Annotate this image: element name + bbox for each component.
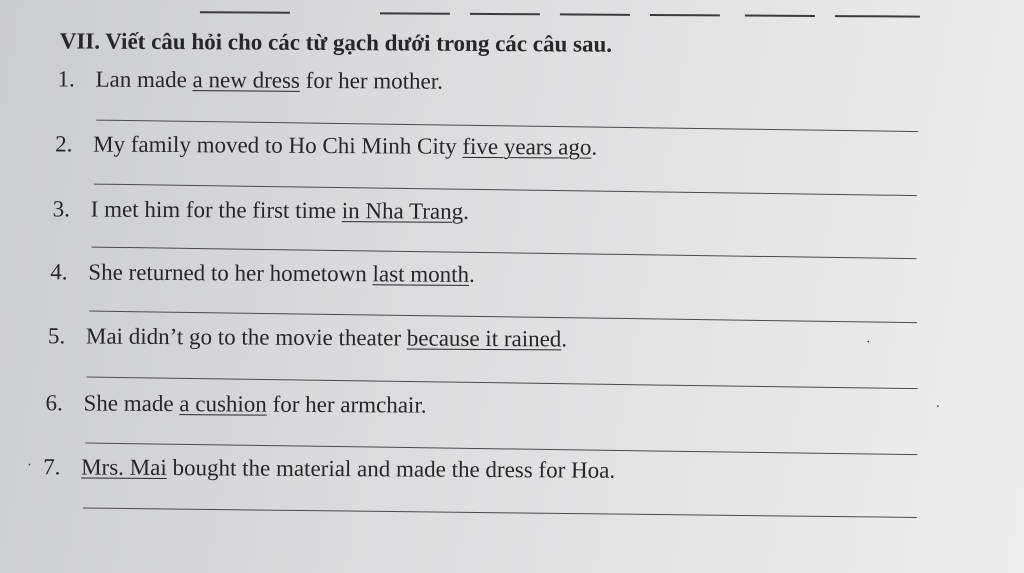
sentence-text: Mai didn’t go to the movie theater — [85, 323, 407, 351]
item-number: 4. — [50, 259, 68, 285]
question-item-2 — [55, 131, 597, 160]
underlined-phrase: five years ago — [462, 133, 592, 160]
sentence-text: She returned to her hometown — [88, 259, 373, 287]
sentence-text: . — [463, 198, 469, 224]
question-item-5 — [48, 323, 567, 352]
paper-speck: · — [935, 399, 941, 415]
underlined-phrase: a cushion — [179, 391, 267, 417]
sentence-text: I met him for the first time — [90, 196, 342, 224]
item-number: 2. — [55, 131, 73, 157]
underlined-phrase: a new dress — [192, 67, 300, 93]
answer-line-6[interactable] — [85, 443, 917, 456]
sentence-text: . — [468, 261, 475, 287]
question-item-1 — [57, 66, 443, 94]
paper-speck: · — [27, 458, 32, 474]
question-item-6 — [45, 390, 426, 418]
sentence-text: bought the material and made the dress for Hoa. — [166, 455, 616, 483]
underlined-phrase: in Nha Trang — [341, 198, 464, 224]
top-edge-lines — [200, 7, 960, 26]
item-number: 1. — [57, 66, 75, 92]
underlined-phrase: because it rained — [406, 325, 562, 352]
answer-line-4[interactable] — [89, 311, 917, 324]
underlined-phrase: Mrs. Mai — [81, 454, 167, 481]
answer-line-3[interactable] — [91, 247, 916, 260]
paper-speck: · — [865, 335, 871, 351]
item-number: 7. — [43, 454, 61, 480]
underlined-phrase: last month — [372, 261, 470, 287]
item-number: 6. — [45, 390, 63, 416]
answer-line-1[interactable] — [96, 120, 918, 132]
question-item-4 — [50, 259, 475, 288]
sentence-text: Lan made — [95, 66, 193, 93]
sentence-text: . — [561, 326, 568, 352]
sentence-text: She made — [83, 390, 180, 417]
answer-line-2[interactable] — [94, 184, 917, 196]
sentence-text: My family moved to Ho Chi Minh City — [93, 131, 463, 159]
sentence-text: for her mother. — [299, 67, 444, 94]
sentence-text: for her armchair. — [266, 391, 427, 418]
answer-line-5[interactable] — [87, 377, 918, 390]
question-item-7 — [43, 454, 615, 483]
question-item-3 — [53, 196, 469, 225]
exercise-title: VII. Viết câu hỏi cho các từ gạch dưới trong các câu sau. — [59, 28, 613, 57]
answer-line-7[interactable] — [83, 508, 917, 518]
item-number: 3. — [52, 196, 71, 222]
item-number: 5. — [47, 323, 66, 349]
sentence-text: . — [591, 134, 598, 160]
